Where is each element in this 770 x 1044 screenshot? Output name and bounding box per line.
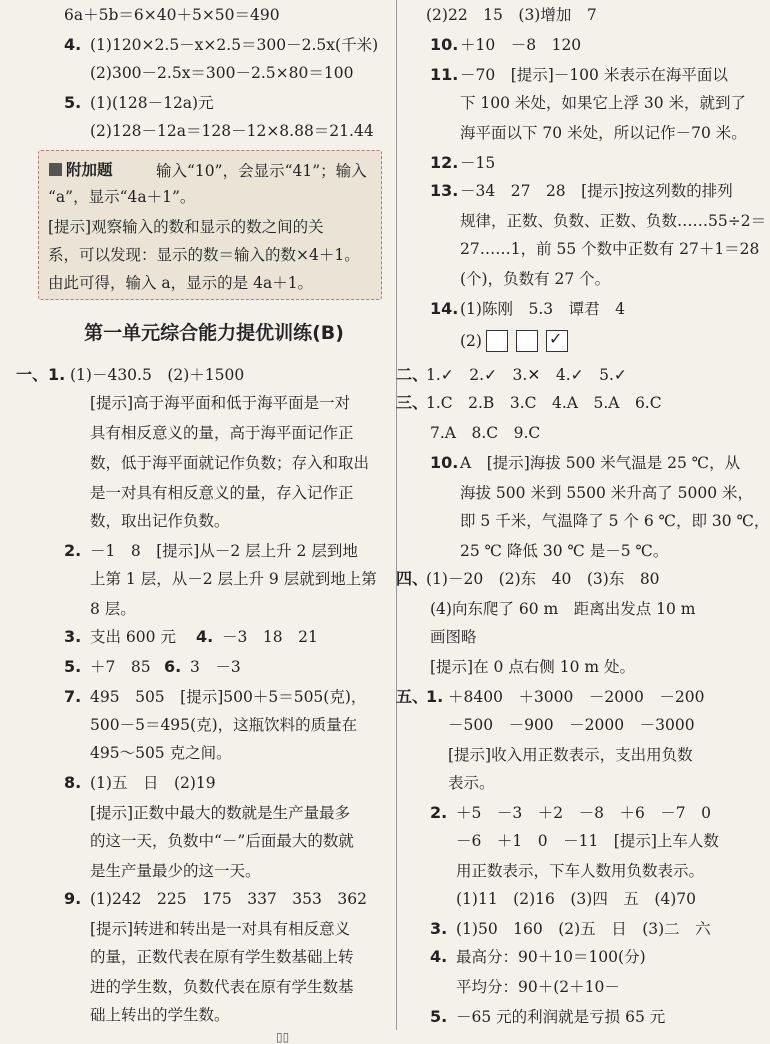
bonus-title: 附加题 — [49, 157, 113, 183]
answer-box-2 — [516, 330, 538, 352]
left-line: 495～505 克之间。 — [90, 744, 232, 762]
right-line: 14. — [430, 299, 459, 318]
left-line: [提示]高于海平面和低于海平面是一对 — [90, 394, 351, 412]
left-line: 6a＋5b＝6×40＋5×50＝490 — [64, 6, 280, 24]
bonus-icon — [49, 163, 62, 176]
right-line: －500 －900 －2000 －3000 — [448, 716, 695, 734]
right-line: 海拔 500 米到 5500 米升高了 5000 米， — [460, 484, 754, 502]
right-line: 13. — [430, 181, 459, 200]
right-line: 三、 — [396, 393, 429, 412]
right-line: 27……1，前 55 个数中正数有 27＋1＝28 — [460, 240, 760, 258]
right-line: (1)陈刚 5.3 谭君 4 — [460, 300, 625, 318]
right-line: 平均分：90＋(2＋10－ — [456, 978, 620, 996]
left-line: 3 －3 — [190, 658, 241, 676]
right-line: [提示]收入用正数表示，支出用负数 — [448, 746, 693, 764]
right-line: 画图略 — [430, 628, 477, 646]
check-icon: ✓ — [549, 329, 563, 348]
right-line: A [提示]海拔 500 米气温是 25 ℃，从 — [460, 454, 741, 472]
right-line: －34 27 28 [提示]按这列数的排列 — [460, 182, 733, 200]
right-line: 规律，正数、负数、正数、负数……55÷2＝ — [460, 212, 767, 230]
right-line: 10. — [430, 35, 459, 54]
left-line: [提示]转进和转出是一对具有相反意义 — [90, 920, 351, 938]
left-line: 是一对具有相反意义的量，存入记作正 — [90, 484, 354, 502]
left-line: 输入“10”，会显示“41”；输入 — [156, 162, 367, 180]
left-line: “a”，显示“4a＋1”。 — [48, 188, 196, 206]
footer-mark: ▯▯ — [276, 1030, 290, 1044]
left-line: (1)－430.5 (2)＋1500 — [70, 366, 245, 384]
right-line: ＋8400 ＋3000 －2000 －200 — [448, 688, 705, 706]
right-line: (1)11 (2)16 (3)四 五 (4)70 — [456, 890, 696, 908]
left-line: [提示]正数中最大的数就是生产量最多 — [90, 804, 351, 822]
left-line: 数，取出记作负数。 — [90, 512, 230, 530]
left-line: 5. — [64, 657, 82, 676]
left-line: 2. — [64, 541, 82, 560]
left-line: 4. — [196, 627, 214, 646]
right-line: (1)－20 (2)东 40 (3)东 80 — [426, 570, 660, 588]
right-line: －6 ＋1 0 －11 [提示]上车人数 — [456, 832, 719, 850]
right-line: 3. — [430, 919, 448, 938]
right-line: (2)22 15 (3)增加 7 — [426, 6, 597, 24]
right-line: 海平面以下 70 米处，所以记作－70 米。 — [460, 124, 747, 142]
right-line: 12. — [430, 153, 459, 172]
left-line: 8 层。 — [90, 600, 136, 618]
left-line: 的量，正数代表在原有学生数基础上转 — [90, 948, 354, 966]
left-line: 500－5＝495(克)，这瓶饮料的质量在 — [90, 716, 358, 734]
right-line: 2. — [430, 803, 448, 822]
left-line: 进的学生数，负数代表在原有学生数基 — [90, 978, 354, 996]
right-line: 1.✓ 2.✓ 3.✕ 4.✓ 5.✓ — [426, 366, 627, 384]
right-line: 1.C 2.B 3.C 4.A 5.A 6.C — [426, 394, 662, 412]
left-line: 的这一天，负数中“－”后面最大的数就 — [90, 832, 354, 850]
left-line: 8. — [64, 773, 82, 792]
right-line: －65 元的利润就是亏损 65 元 — [456, 1008, 666, 1026]
left-line: [提示]观察输入的数和显示的数之间的关 — [48, 218, 324, 236]
right-line: 用正数表示，下车人数用负数表示。 — [456, 862, 705, 880]
left-line: 6. — [164, 657, 182, 676]
right-line: 1. — [426, 687, 444, 706]
left-line: 上第 1 层，从－2 层上升 9 层就到地上第 — [90, 570, 377, 588]
right-line: 表示。 — [448, 774, 495, 792]
right-line: 5. — [430, 1007, 448, 1026]
right-line: [提示]在 0 点右侧 10 m 处。 — [430, 658, 636, 676]
right-line: ＋10 －8 120 — [460, 36, 582, 54]
left-line: (1)五 日 (2)19 — [90, 774, 216, 792]
left-line: (1)120×2.5－x×2.5＝300－2.5x(千米) — [90, 36, 379, 54]
left-line: 具有相反意义的量，高于海平面记作正 — [90, 424, 354, 442]
right-line: (4)向东爬了 60 m 距离出发点 10 m — [430, 600, 696, 618]
right-line: 最高分：90＋10＝100(分) — [456, 948, 646, 966]
right-line: 五、 — [396, 687, 429, 706]
right-line: 即 5 千米，气温降了 5 个 6 ℃，即 30 ℃， — [460, 512, 770, 530]
right-line: 四、 — [396, 569, 429, 588]
section-title: 第一单元综合能力提优训练(B) — [84, 322, 344, 344]
left-line: 3. — [64, 627, 82, 646]
right-line: 7.A 8.C 9.C — [430, 424, 541, 442]
left-line: 数，低于海平面就记作负数；存入和取出 — [90, 454, 370, 472]
left-line: (2)300－2.5x＝300－2.5×80＝100 — [90, 64, 354, 82]
left-line: 495 505 [提示]500＋5＝505(克)， — [90, 688, 367, 706]
left-line: 由此可得，输入 a，显示的是 4a＋1。 — [48, 274, 314, 292]
left-line: 4. — [64, 35, 82, 54]
column-divider — [396, 0, 397, 1030]
right-line: －70 [提示]－100 米表示在海平面以 — [460, 66, 728, 84]
left-line: 是生产量最少的这一天。 — [90, 862, 261, 880]
left-line: (1)242 225 175 337 353 362 — [90, 890, 367, 908]
left-line: 5. — [64, 93, 82, 112]
right-line: (个)，负数有 27 个。 — [460, 270, 611, 288]
left-line: －3 18 21 — [222, 628, 318, 646]
left-line: (2)128－12a＝128－12×8.88＝21.44 — [90, 122, 374, 140]
answer-box-3 — [546, 330, 568, 352]
right-line: 11. — [430, 65, 459, 84]
left-line: 一、 — [16, 365, 49, 384]
left-line: －1 8 [提示]从－2 层上升 2 层到地 — [90, 542, 358, 560]
right-line: 25 ℃ 降低 30 ℃ 是－5 ℃。 — [460, 542, 669, 560]
right-line: 4. — [430, 947, 448, 966]
left-line: 支出 600 元 — [90, 628, 176, 646]
left-line: 础上转出的学生数。 — [90, 1006, 230, 1024]
left-line: ＋7 85 — [90, 658, 151, 676]
left-line: (1)(128－12a)元 — [90, 94, 214, 112]
answer-box-1 — [486, 330, 508, 352]
right-line: ＋5 －3 ＋2 －8 ＋6 －7 0 — [456, 804, 712, 822]
right-line: (2) — [460, 332, 482, 350]
left-line: 7. — [64, 687, 82, 706]
left-line: 1. — [48, 365, 66, 384]
left-line: 9. — [64, 889, 82, 908]
right-line: 10. — [430, 453, 459, 472]
left-line: 系，可以发现：显示的数＝输入的数×4＋1。 — [48, 246, 360, 264]
right-line: －15 — [460, 154, 496, 172]
right-line: 二、 — [396, 365, 429, 384]
right-line: 下 100 米处，如果它上浮 30 米，就到了 — [460, 94, 747, 112]
right-line: (1)50 160 (2)五 日 (3)二 六 — [456, 920, 711, 938]
